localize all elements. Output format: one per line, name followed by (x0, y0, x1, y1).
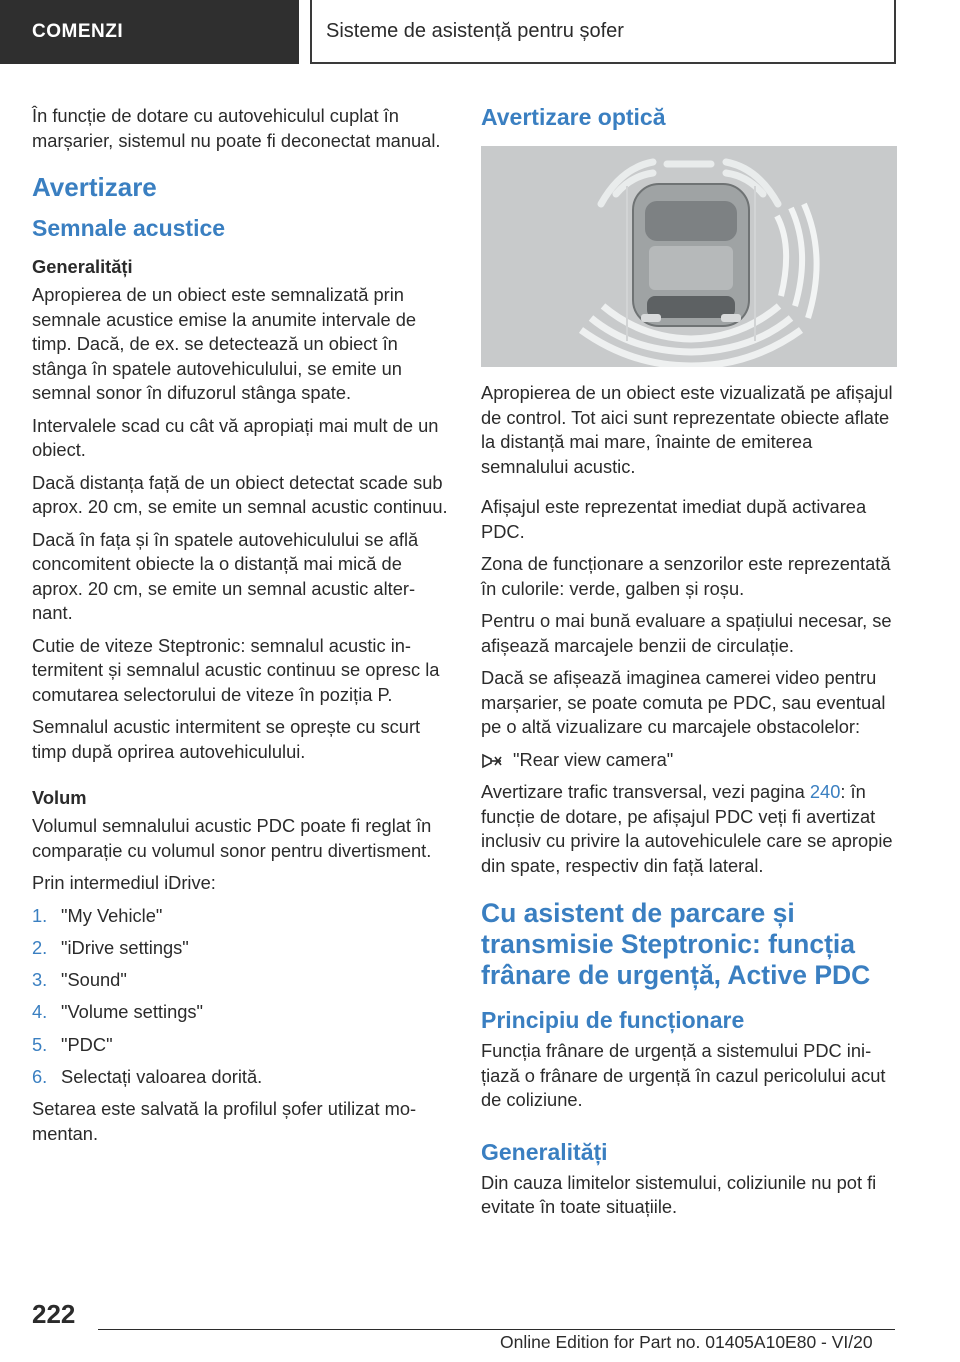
paragraph: Dacă se afișează imaginea camerei video pentru marșarier, se poate comuta pe PDC, sau eventual pe o altă vizualizare cu marcajele obstacolelor: (481, 667, 886, 737)
step-text: "PDC" (61, 1033, 113, 1055)
paragraph: Volumul semnalului acustic PDC poate fi reglat în comparație cu volumul sonor pentru divertisment. (32, 815, 432, 861)
heading-avertizare: Avertizare (32, 172, 157, 202)
list-item (32, 904, 448, 929)
paragraph: Zona de funcționare a senzorilor este reprezentată în culorile: verde, galben și roșu. (481, 553, 891, 599)
left-column (32, 104, 448, 1154)
heading-principiu: Principiu de funcționare (481, 1007, 745, 1033)
list-item (32, 1065, 448, 1090)
heading-avertizare-optica: Avertizare optică (481, 104, 666, 130)
step-number: 2. (32, 936, 48, 958)
edition-note: Online Edition for Part no. 01405A10E80 - VI/20 (500, 1332, 873, 1352)
list-item (32, 968, 448, 993)
paragraph: Dacă distanța față de un obiect detectat scade sub aprox. 20 cm, se emite un semnal acustic continuu. (32, 471, 448, 517)
step-number: 3. (32, 969, 48, 991)
step-number: 6. (32, 1065, 48, 1087)
paragraph (481, 780, 897, 878)
section-title: COMENZI (32, 21, 124, 42)
rear-camera-icon (481, 751, 503, 771)
chapter-title: Sisteme de asistență pentru șofer (326, 19, 624, 42)
list-item (32, 936, 448, 961)
step-text: "My Vehicle" (61, 904, 163, 926)
paragraph: Intervalele scad cu cât vă apropiați mai mult de un obiect. (32, 414, 439, 460)
paragraph-text: Avertizare trafic transversal, vezi pagina (481, 781, 810, 802)
step-text: Selectați valoarea dorită. (61, 1065, 263, 1087)
chapter-tab (310, 0, 896, 64)
pdc-car-graphic (481, 146, 897, 367)
step-text: "iDrive settings" (61, 936, 189, 958)
step-text: "Sound" (61, 969, 127, 991)
page-link[interactable]: 240 (809, 781, 841, 802)
paragraph: Setarea este salvată la profilul șofer utilizat momentan. (32, 1098, 417, 1144)
paragraph: Cutie de viteze Steptronic: semnalul acustic intermitent și semnalul acustic continuu se opresc la comutarea selectorului de viteze în poziția P. (32, 634, 440, 705)
paragraph: Apropierea de un obiect este semnalizată prin semnale acustice emise la anumite intervale de timp. Dacă, de ex. se detectează un obiect în stânga în spatele autovehiculului, se emite un semnal sonor în difuzorul stânga spate. (32, 284, 417, 403)
footer-divider (98, 1329, 895, 1330)
paragraph: Pentru o mai bună evaluare a spațiului necesar, se afișează marcajele benzii de circulație. (481, 610, 892, 656)
list-item (32, 1000, 448, 1025)
pdc-illustration (481, 146, 897, 367)
paragraph-text: : în funcție de dotare, pe afișajul PDC veți fi avertizat inclusiv cu privire la autovehiculele care se apropie din spate, respectiv din față lateral. (481, 781, 893, 876)
paragraph: Funcția frânare de urgență a sistemului PDC inițiază o frânare de urgență în cazul pericolului acut de coliziune. (481, 1040, 886, 1110)
paragraph: Dacă în fața și în spatele autovehiculului se află concomitent obiecte la o distanță mai mică de aprox. 20 cm, se emite un semnal acustic alternant. (32, 528, 419, 623)
section-tab (0, 0, 299, 64)
paragraph: Apropierea de un obiect este vizualizată pe afișajul de control. Tot aici sunt reprezentate obiecte aflate la distanță mai mare, înainte de emiterea semnalului acustic. (481, 382, 893, 477)
heading-volum: Volum (32, 787, 87, 808)
paragraph: Semnalul acustic intermitent se oprește cu scurt timp după oprirea autovehiculului. (32, 716, 421, 762)
page-number: 222 (32, 1299, 76, 1329)
step-number: 4. (32, 1001, 48, 1023)
right-column (481, 102, 897, 1228)
list-item (32, 1033, 448, 1058)
paragraph: Prin intermediul iDrive: (32, 872, 216, 893)
paragraph: Din cauza limitelor sistemului, coliziunile nu pot fi evitate în toate situațiile. (481, 1171, 877, 1217)
heading-asistent-parcare: Cu asistent de parcare și transmisie Steptronic: funcția frânare de urgență, Active PDC (481, 898, 871, 990)
step-number: 1. (32, 904, 48, 926)
steps-list (32, 904, 448, 1090)
heading-generalitati: Generalități (32, 256, 133, 277)
camera-option (481, 748, 897, 773)
intro-paragraph: În funcție de dotare cu autovehiculul cuplat în marșarier, sistemul nu poate fi deconectat manual. (32, 105, 441, 151)
step-number: 5. (32, 1033, 48, 1055)
heading-semnale-acustice: Semnale acustice (32, 215, 226, 241)
step-text: "Volume settings" (61, 1001, 204, 1023)
heading-generalitati-right: Generalități (481, 1138, 608, 1165)
paragraph: Afișajul este reprezentat imediat după activarea PDC. (481, 496, 867, 542)
camera-option-label: "Rear view camera" (513, 748, 674, 770)
